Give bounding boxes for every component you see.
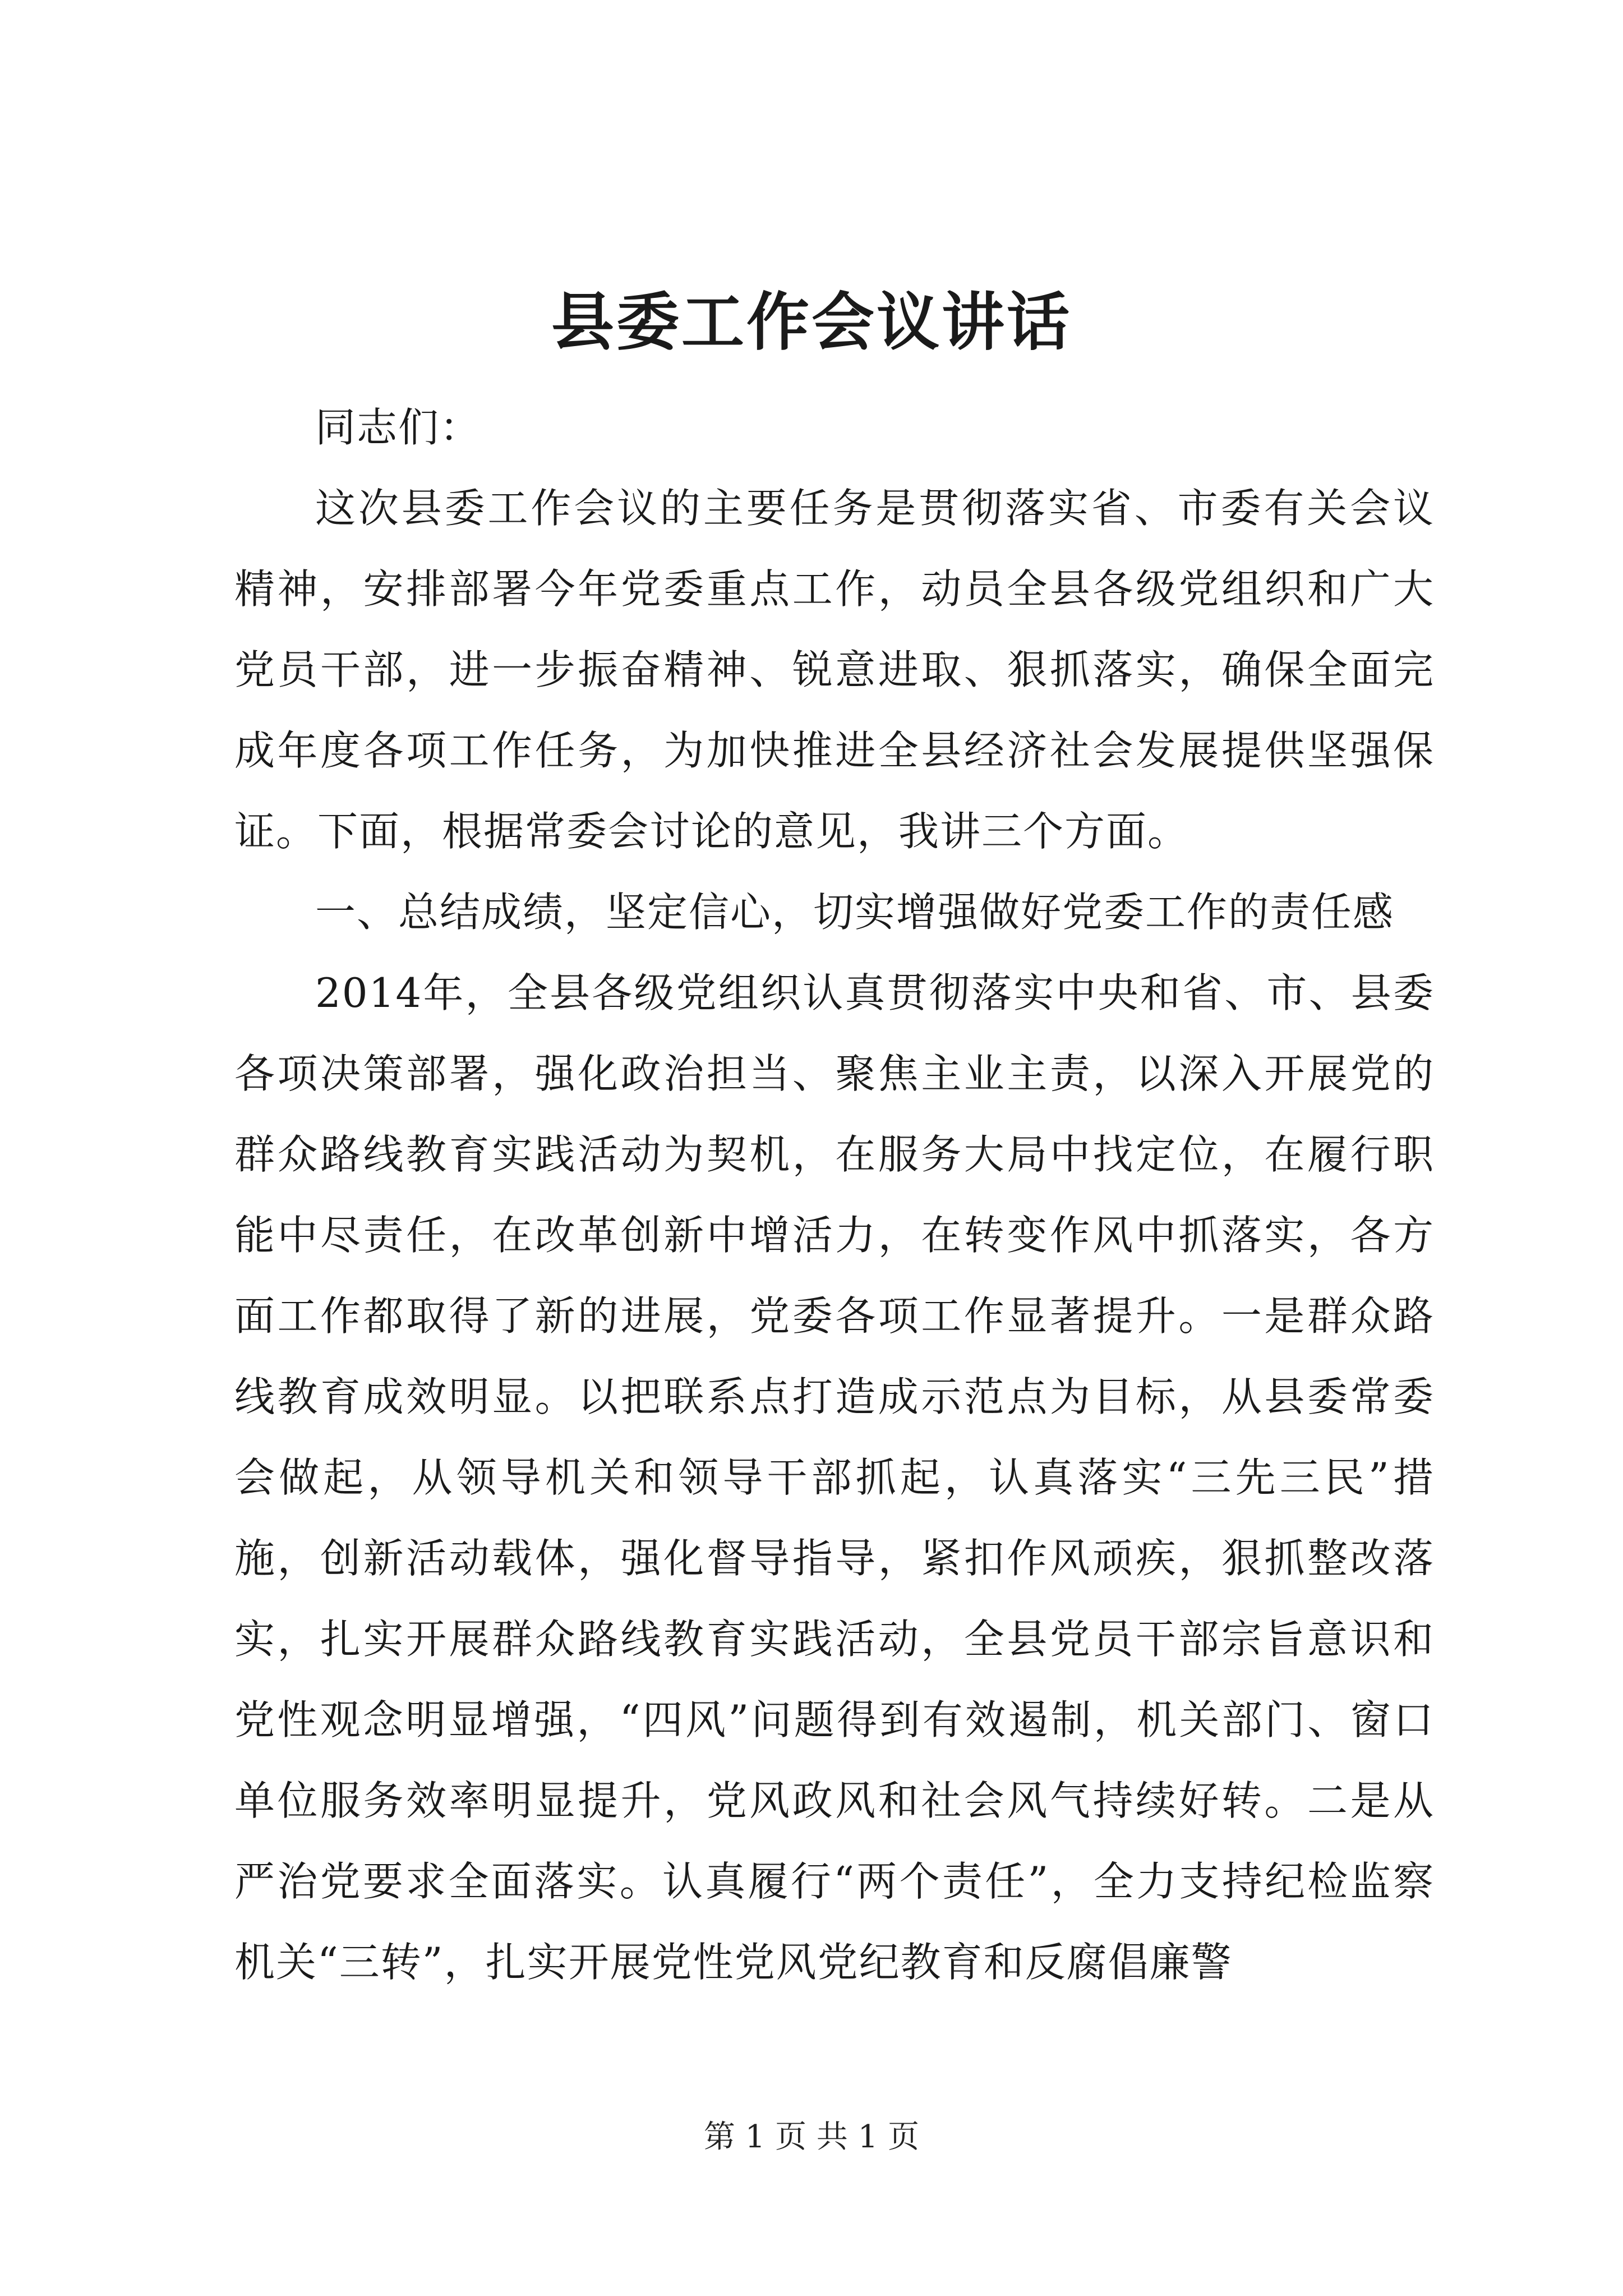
page-footer: 第 1 页 共 1 页 bbox=[703, 2119, 920, 2155]
document-title: 县委工作会议讲话 bbox=[551, 286, 1072, 359]
document-body bbox=[234, 387, 1435, 2003]
salutation: 同志们： bbox=[315, 404, 482, 451]
paragraph-2014-summary: 2014年，全县各级党组织认真贯彻落实中央和省、市、县委各项决策部署，强化政治担当、聚焦主业主责，以深入开展党的群众路线教育实践活动为契机，在服务大局中找定位，在履行职能中尽责任，在改革创新中增活力，在转变作风中抓落实，各方面工作都取得了新的进展，党委各项工作显著提升。一是群众路线教育成效明显。以把联系点打造成示范点为目标，从县委常委会做起，从领导机关和领导干部抓起，认真落实“三先三民”措施，创新活动载体，强化督导指导，紧扣作风顽疾，狠抓整改落实，扎实开展群众路线教育实践活动，全县党员干部宗旨意识和党性观念明显增强，“四风”问题得到有效遏制，机关部门、窗口单位服务效率明显提升，党风政风和社会风气持续好转。二是从严治党要求全面落实。认真履行“两个责任”，全力支持纪检监察机关“三转”，扎实开展党性党风党纪教育和反腐倡廉警 bbox=[234, 969, 1435, 1986]
paragraph-intro: 这次县委工作会议的主要任务是贯彻落实省、市委有关会议精神，安排部署今年党委重点工作，动员全县各级党组织和广大党员干部，进一步振奋精神、锐意进取、狠抓落实，确保全面完成年度各项工作任务，为加快推进全县经济社会发展提供坚强保证。下面，根据常委会讨论的意见，我讲三个方面。 bbox=[234, 485, 1435, 855]
section-heading-1: 一、总结成绩，坚定信心，切实增强做好党委工作的责任感 bbox=[315, 889, 1395, 936]
